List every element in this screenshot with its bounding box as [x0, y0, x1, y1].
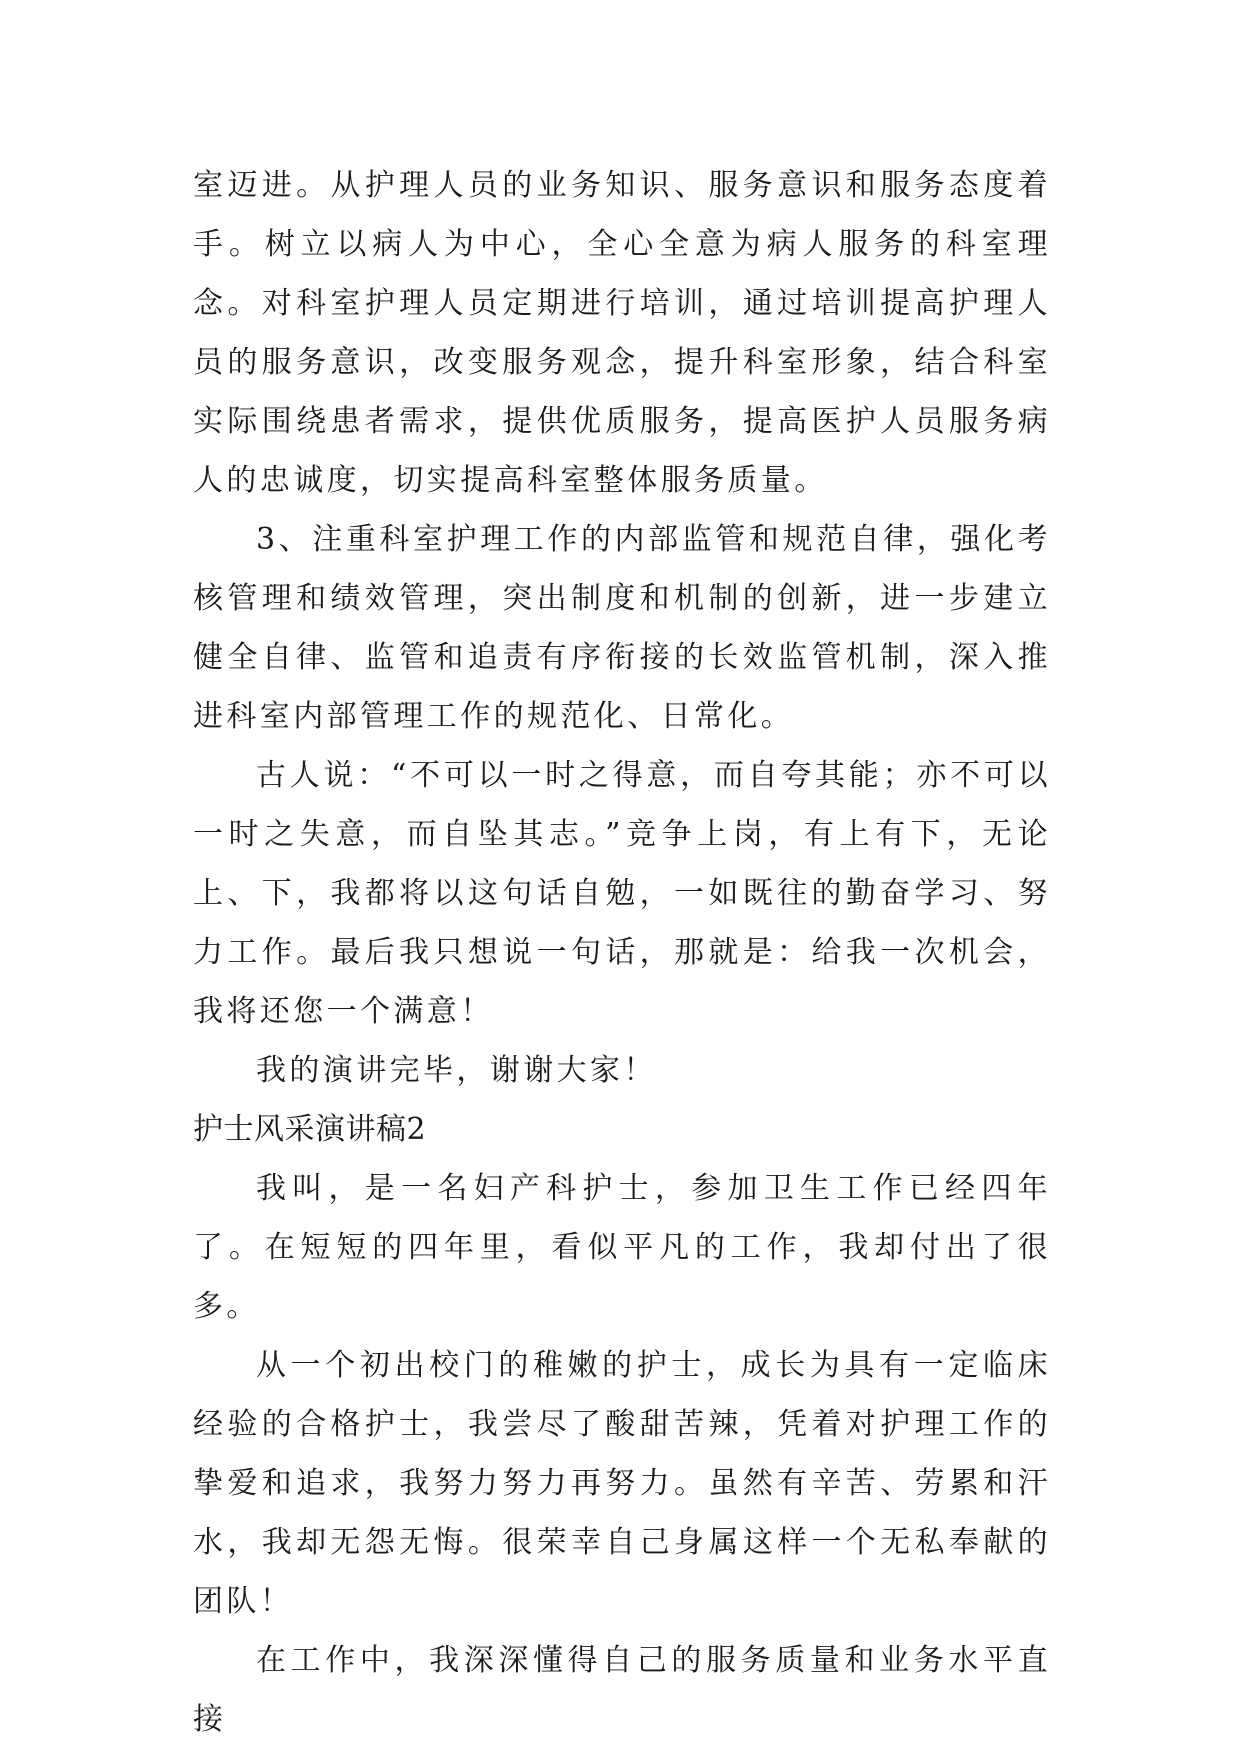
section-title: 护士风采演讲稿2: [193, 1112, 427, 1147]
paragraph-growth: 从一个初出校门的稚嫩的护士，成长为具有一定临床经验的合格护士，我尝尽了酸甜苦辣，凭着对护理工作的挚爱和追求，我努力努力再努力。虽然有辛苦、劳累和汗水，我却无怨无悔。很荣幸自己身属这样一个无私奉献的团队！: [193, 1348, 1051, 1619]
paragraph-intro: 我叫，是一名妇产科护士，参加卫生工作已经四年了。在短短的四年里，看似平凡的工作，我却付出了很多。: [193, 1171, 1051, 1324]
paragraph-work: 在工作中，我深深懂得自己的服务质量和业务水平直接: [193, 1643, 1051, 1737]
paragraph-closing: 我的演讲完毕，谢谢大家！: [256, 1053, 657, 1088]
paragraph-item-3: 3、注重科室护理工作的内部监管和规范自律，强化考核管理和绩效管理，突出制度和机制的创新，进一步建立健全自律、监管和追责有序衔接的长效监管机制，深入推进科室内部管理工作的规范化、日常化。: [193, 522, 1051, 734]
paragraph-continuation: 室迈进。从护理人员的业务知识、服务意识和服务态度着手。树立以病人为中心，全心全意为病人服务的科室理念。对科室护理人员定期进行培训，通过培训提高护理人员的服务意识，改变服务观念，提升科室形象，结合科室实际围绕患者需求，提供优质服务，提高医护人员服务病人的忠诚度，切实提高科室整体服务质量。: [193, 168, 1051, 498]
document-body: [193, 156, 1051, 1749]
paragraph-quote: 古人说：“不可以一时之得意，而自夸其能；亦不可以一时之失意，而自坠其志。”竞争上岗，有上有下，无论上、下，我都将以这句话自勉，一如既往的勤奋学习、努力工作。最后我只想说一句话，那就是：给我一次机会，我将还您一个满意！: [193, 758, 1051, 1029]
